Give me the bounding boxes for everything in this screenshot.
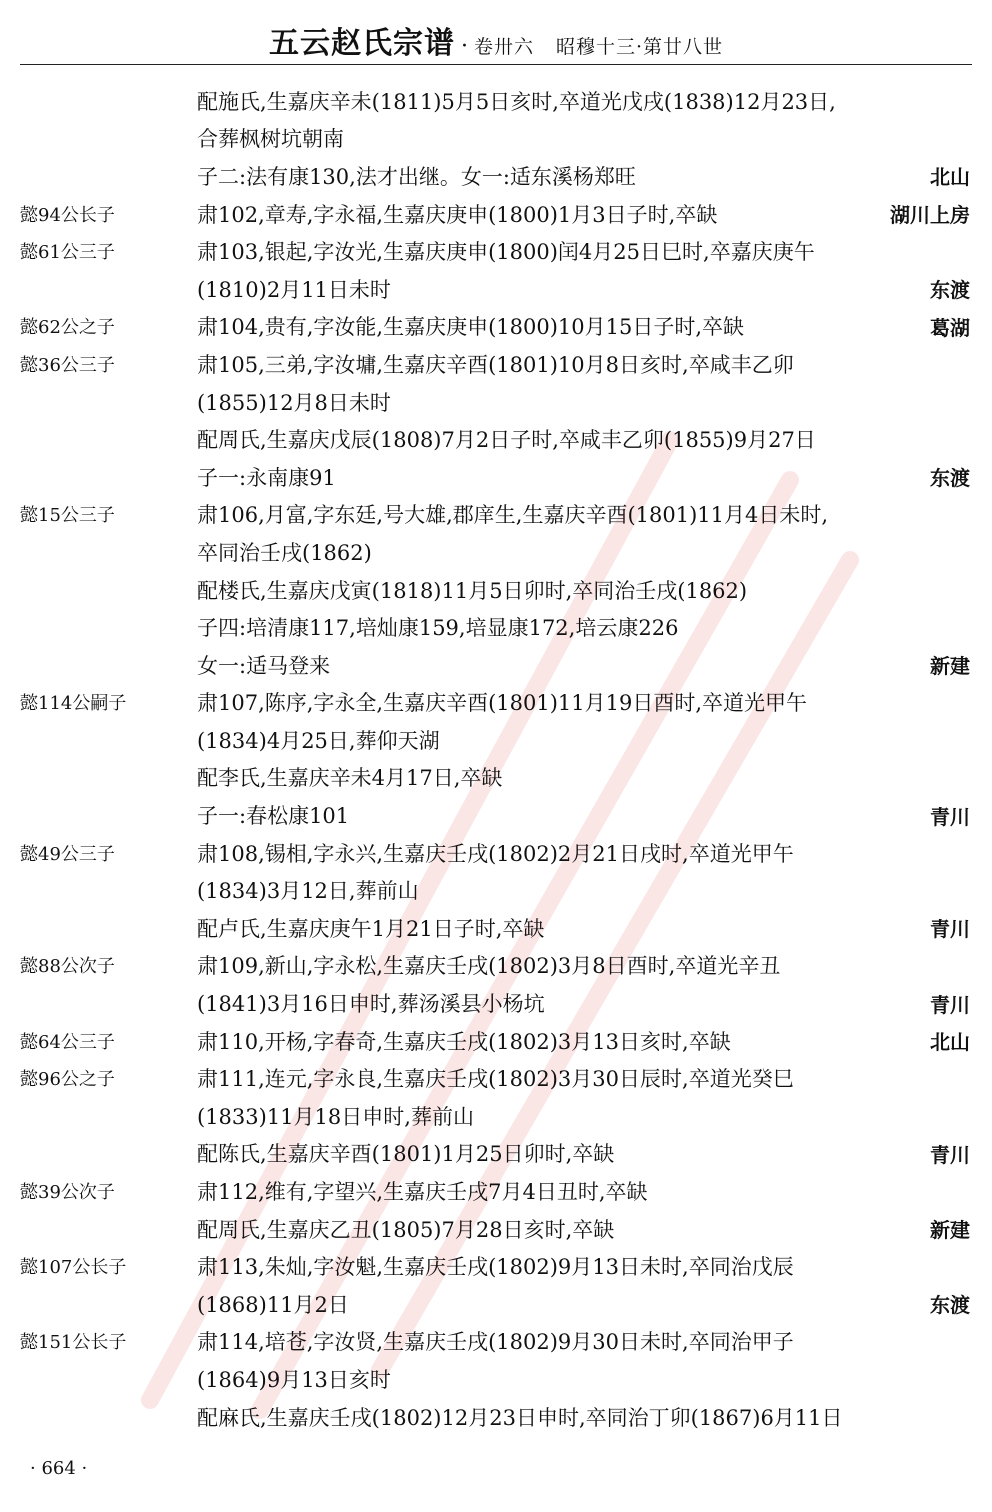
- record-row: [0, 496, 992, 534]
- residence-place: 青川: [930, 804, 970, 829]
- record-text: 肃105,三弟,字汝墉,生嘉庆辛酉(1801)10月8日亥时,卒咸丰乙卯: [197, 352, 794, 377]
- record-text: (1868)11月2日: [197, 1292, 349, 1317]
- residence-place: 青川: [930, 992, 970, 1017]
- record-row: [0, 984, 992, 1022]
- father-ref: 懿36公三子: [20, 354, 115, 376]
- record-row: [0, 1360, 992, 1398]
- record-row: [0, 947, 992, 985]
- record-row: [0, 383, 992, 421]
- record-row: [0, 308, 992, 346]
- record-text: 配施氏,生嘉庆辛未(1811)5月5日亥时,卒道光戊戌(1838)12月23日,: [197, 89, 836, 114]
- book-title: 五云赵氏宗谱: [268, 26, 455, 61]
- residence-place: 葛湖: [930, 315, 970, 340]
- record-row: [0, 345, 992, 383]
- father-ref: 懿107公长子: [20, 1257, 127, 1279]
- record-text: 肃109,新山,字永松,生嘉庆壬戌(1802)3月8日酉时,卒道光辛丑: [197, 954, 781, 979]
- record-row: [0, 270, 992, 308]
- record-text: 配周氏,生嘉庆戊辰(1808)7月2日子时,卒咸丰乙卯(1855)9月27日: [197, 428, 816, 453]
- record-row: [0, 796, 992, 834]
- father-ref: 懿61公三子: [20, 242, 115, 264]
- generation-label-b: 第廿八世: [643, 36, 724, 58]
- record-text: 子二:法有康130,法才出继。女一:适东溪杨郑旺: [197, 164, 636, 189]
- residence-place: 青川: [930, 917, 970, 942]
- record-text: 配李氏,生嘉庆辛未4月17日,卒缺: [197, 766, 503, 791]
- record-text: 肃102,章寿,字永福,生嘉庆庚申(1800)1月3日子时,卒缺: [197, 202, 718, 227]
- record-text: 配楼氏,生嘉庆戊寅(1818)11月5日卯时,卒同治壬戌(1862): [197, 578, 748, 603]
- residence-place: 东渡: [930, 278, 970, 303]
- record-text: 子一:永南康91: [197, 465, 336, 490]
- record-text: 肃106,月富,字东廷,号大雄,郡庠生,生嘉庆辛酉(1801)11月4日未时,: [197, 503, 829, 528]
- record-row: [0, 120, 992, 158]
- residence-place: 北山: [930, 165, 970, 190]
- record-text: 子四:培清康117,培灿康159,培显康172,培云康226: [197, 616, 679, 641]
- record-row: [0, 458, 992, 496]
- residence-place: 北山: [930, 1030, 970, 1055]
- record-text: 肃113,朱灿,字汝魁,生嘉庆壬戌(1802)9月13日未时,卒同治戊辰: [197, 1255, 794, 1280]
- record-row: [0, 1285, 992, 1323]
- father-ref: 懿15公三子: [20, 505, 115, 527]
- record-text: 肃110,开杨,字春奇,生嘉庆壬戌(1802)3月13日亥时,卒缺: [197, 1029, 731, 1054]
- record-text: 配麻氏,生嘉庆壬戌(1802)12月23日申时,卒同治丁卯(1867)6月11日: [197, 1405, 843, 1430]
- generation-separator: ·: [635, 36, 644, 58]
- residence-place: 东渡: [930, 1293, 970, 1318]
- record-text: 子一:春松康101: [197, 804, 350, 829]
- record-text: 肃114,培苍,字汝贤,生嘉庆壬戌(1802)9月30日未时,卒同治甲子: [197, 1330, 794, 1355]
- header-subtitle: [474, 32, 723, 59]
- record-text: (1833)11月18日申时,葬前山: [197, 1104, 474, 1129]
- record-text: (1810)2月11日未时: [197, 277, 391, 302]
- record-text: (1841)3月16日申时,葬汤溪县小杨坑: [197, 992, 545, 1017]
- record-text: (1834)3月12日,葬前山: [197, 879, 419, 904]
- record-text: 配卢氏,生嘉庆庚午1月21日子时,卒缺: [197, 916, 545, 941]
- residence-place: 东渡: [930, 466, 970, 491]
- record-row: [0, 909, 992, 947]
- record-row: [0, 1022, 992, 1060]
- residence-place: 新建: [930, 1218, 970, 1243]
- record-text: (1864)9月13日亥时: [197, 1367, 391, 1392]
- father-ref: 懿151公长子: [20, 1332, 127, 1354]
- record-text: (1855)12月8日未时: [197, 390, 391, 415]
- page-header: [20, 18, 972, 65]
- record-row: [0, 571, 992, 609]
- volume-label: 卷卅六: [473, 36, 534, 58]
- father-ref: 懿39公次子: [20, 1182, 115, 1204]
- father-ref: 懿114公嗣子: [20, 693, 127, 715]
- record-text: 卒同治壬戌(1862): [197, 540, 372, 565]
- record-text: 肃112,维有,字望兴,生嘉庆壬戌7月4日丑时,卒缺: [197, 1180, 648, 1205]
- record-row: [0, 1172, 992, 1210]
- record-row: [0, 834, 992, 872]
- record-text: 肃108,锡相,字永兴,生嘉庆壬戌(1802)2月21日戌时,卒道光甲午: [197, 841, 794, 866]
- record-row: [0, 1135, 992, 1173]
- record-list: [0, 82, 992, 1435]
- record-text: 肃104,贵有,字汝能,生嘉庆庚申(1800)10月15日子时,卒缺: [197, 315, 745, 340]
- record-row: [0, 232, 992, 270]
- record-row: [0, 608, 992, 646]
- record-row: [0, 195, 992, 233]
- record-row: [0, 646, 992, 684]
- residence-place: 青川: [930, 1142, 970, 1167]
- record-row: [0, 157, 992, 195]
- record-text: 合葬枫树坑朝南: [197, 127, 344, 152]
- header-separator: ·: [460, 34, 468, 59]
- record-row: [0, 82, 992, 120]
- record-text: 肃107,陈序,字永全,生嘉庆辛酉(1801)11月19日酉时,卒道光甲午: [197, 691, 808, 716]
- record-row: [0, 533, 992, 571]
- record-row: [0, 1398, 992, 1436]
- record-text: (1834)4月25日,葬仰天湖: [197, 728, 440, 753]
- father-ref: 懿96公之子: [20, 1069, 115, 1091]
- record-row: [0, 871, 992, 909]
- record-row: [0, 684, 992, 722]
- residence-place: 新建: [930, 654, 970, 679]
- record-row: [0, 1210, 992, 1248]
- page-number: · 664 ·: [30, 1458, 88, 1479]
- record-row: [0, 1247, 992, 1285]
- record-text: 配陈氏,生嘉庆辛酉(1801)1月25日卯时,卒缺: [197, 1142, 615, 1167]
- record-row: [0, 721, 992, 759]
- record-row: [0, 759, 992, 797]
- record-text: 女一:适马登来: [197, 653, 331, 678]
- generation-label-a: 昭穆十三: [555, 36, 636, 58]
- record-row: [0, 420, 992, 458]
- residence-place: 湖川上房: [890, 203, 970, 228]
- record-row: [0, 1323, 992, 1361]
- father-ref: 懿94公长子: [20, 204, 115, 226]
- father-ref: 懿64公三子: [20, 1031, 115, 1053]
- father-ref: 懿49公三子: [20, 843, 115, 865]
- record-text: 肃103,银起,字汝光,生嘉庆庚申(1800)闰4月25日巳时,卒嘉庆庚午: [197, 240, 815, 265]
- father-ref: 懿88公次子: [20, 956, 115, 978]
- record-text: 肃111,连元,字永良,生嘉庆壬戌(1802)3月30日辰时,卒道光癸巳: [197, 1067, 794, 1092]
- record-row: [0, 1097, 992, 1135]
- father-ref: 懿62公之子: [20, 317, 115, 339]
- record-row: [0, 1059, 992, 1097]
- record-text: 配周氏,生嘉庆乙丑(1805)7月28日亥时,卒缺: [197, 1217, 615, 1242]
